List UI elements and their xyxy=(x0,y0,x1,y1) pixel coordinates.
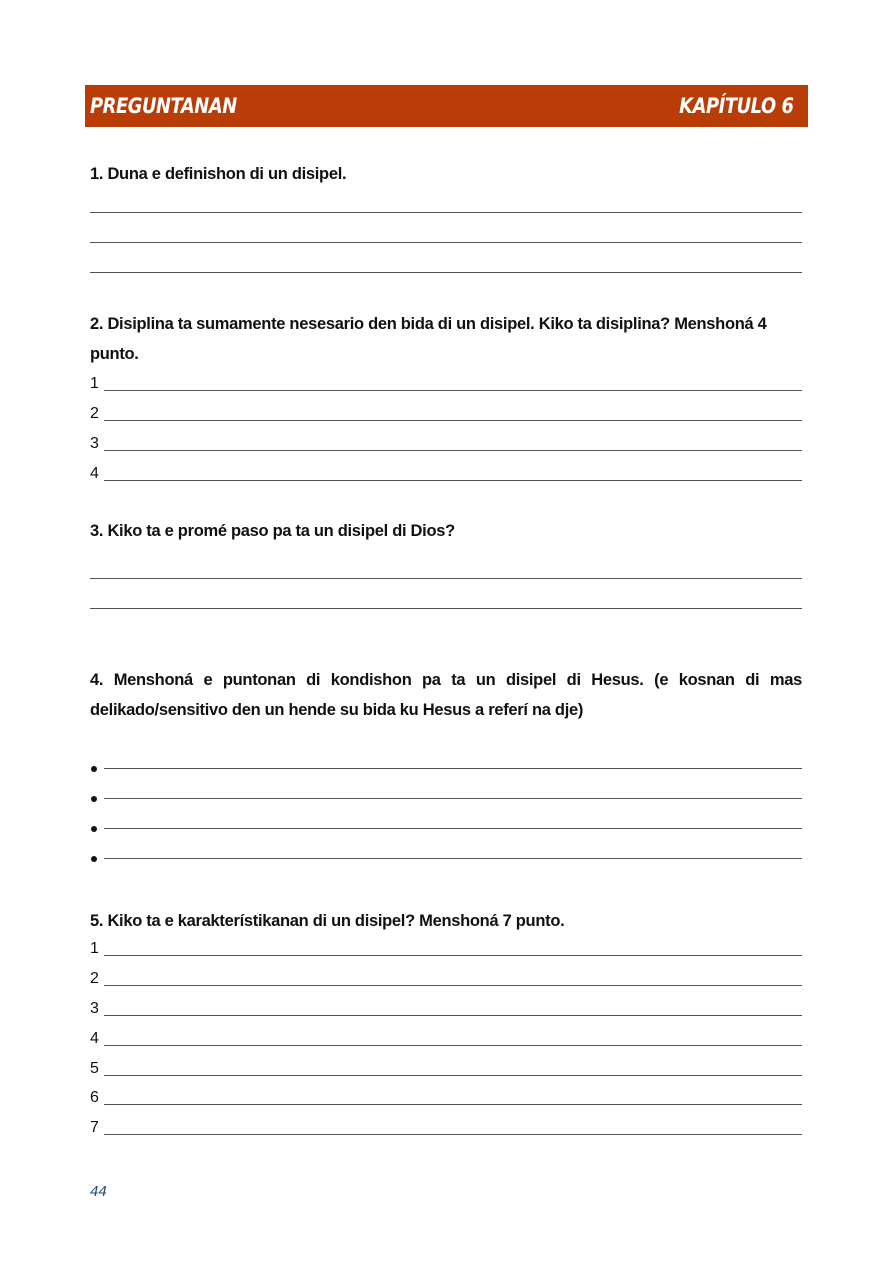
section-title: PREGUNTANAN xyxy=(90,94,237,118)
answer-line[interactable] xyxy=(90,212,802,213)
item-number: 4 xyxy=(90,1030,99,1047)
numbered-answer-line[interactable] xyxy=(90,371,802,391)
answer-rule[interactable] xyxy=(104,1075,802,1076)
answer-rule[interactable] xyxy=(104,768,802,769)
numbered-answer-line[interactable] xyxy=(90,431,802,451)
numbered-answer-line[interactable] xyxy=(90,966,802,986)
question-1: 1. Duna e definishon di un disipel. xyxy=(90,165,347,183)
item-number: 1 xyxy=(90,375,99,392)
question-2: 2. Disiplina ta sumamente nesesario den bida di un disipel. Kiko ta disiplina? Menshoná 4 punto. xyxy=(90,315,767,363)
numbered-answer-line[interactable] xyxy=(90,461,802,481)
bullet-icon xyxy=(91,826,97,832)
answer-rule[interactable] xyxy=(104,955,802,956)
numbered-answer-line[interactable] xyxy=(90,401,802,421)
answer-rule[interactable] xyxy=(104,1104,802,1105)
question-3: 3. Kiko ta e promé paso pa ta un disipel di Dios? xyxy=(90,522,455,540)
item-number: 6 xyxy=(90,1089,99,1106)
section-header xyxy=(85,85,808,127)
item-number: 3 xyxy=(90,435,99,452)
answer-rule[interactable] xyxy=(104,798,802,799)
answer-line[interactable] xyxy=(90,242,802,243)
answer-rule[interactable] xyxy=(104,1015,802,1016)
answer-line[interactable] xyxy=(90,608,802,609)
question-5: 5. Kiko ta e karakterístikanan di un disipel? Menshoná 7 punto. xyxy=(90,912,565,930)
answer-rule[interactable] xyxy=(104,390,802,391)
bullet-icon xyxy=(91,856,97,862)
item-number: 4 xyxy=(90,465,99,482)
numbered-answer-line[interactable] xyxy=(90,996,802,1016)
bullet-answer-line[interactable] xyxy=(90,749,802,769)
item-number: 5 xyxy=(90,1060,99,1077)
answer-rule[interactable] xyxy=(104,985,802,986)
numbered-answer-line[interactable] xyxy=(90,1115,802,1135)
answer-rule[interactable] xyxy=(104,1045,802,1046)
item-number: 3 xyxy=(90,1000,99,1017)
page-number: 44 xyxy=(90,1183,107,1200)
answer-line[interactable] xyxy=(90,578,802,579)
numbered-answer-line[interactable] xyxy=(90,1056,802,1076)
bullet-icon xyxy=(91,766,97,772)
question-4: 4. Menshoná e puntonan di kondishon pa ta un disipel di Hesus. (e kosnan di mas delikado/sensitivo den un hende su bida ku Hesus a referí na dje) xyxy=(90,671,802,719)
numbered-answer-line[interactable] xyxy=(90,1085,802,1105)
answer-rule[interactable] xyxy=(104,858,802,859)
bullet-icon xyxy=(91,796,97,802)
answer-rule[interactable] xyxy=(104,828,802,829)
answer-rule[interactable] xyxy=(104,1134,802,1135)
answer-rule[interactable] xyxy=(104,480,802,481)
answer-rule[interactable] xyxy=(104,420,802,421)
bullet-answer-line[interactable] xyxy=(90,779,802,799)
item-number: 2 xyxy=(90,970,99,987)
answer-rule[interactable] xyxy=(104,450,802,451)
item-number: 1 xyxy=(90,940,99,957)
bullet-answer-line[interactable] xyxy=(90,809,802,829)
item-number: 2 xyxy=(90,405,99,422)
bullet-answer-line[interactable] xyxy=(90,839,802,859)
chapter-title: KAPÍTULO 6 xyxy=(679,94,794,118)
numbered-answer-line[interactable] xyxy=(90,936,802,956)
numbered-answer-line[interactable] xyxy=(90,1026,802,1046)
item-number: 7 xyxy=(90,1119,99,1136)
answer-line[interactable] xyxy=(90,272,802,273)
